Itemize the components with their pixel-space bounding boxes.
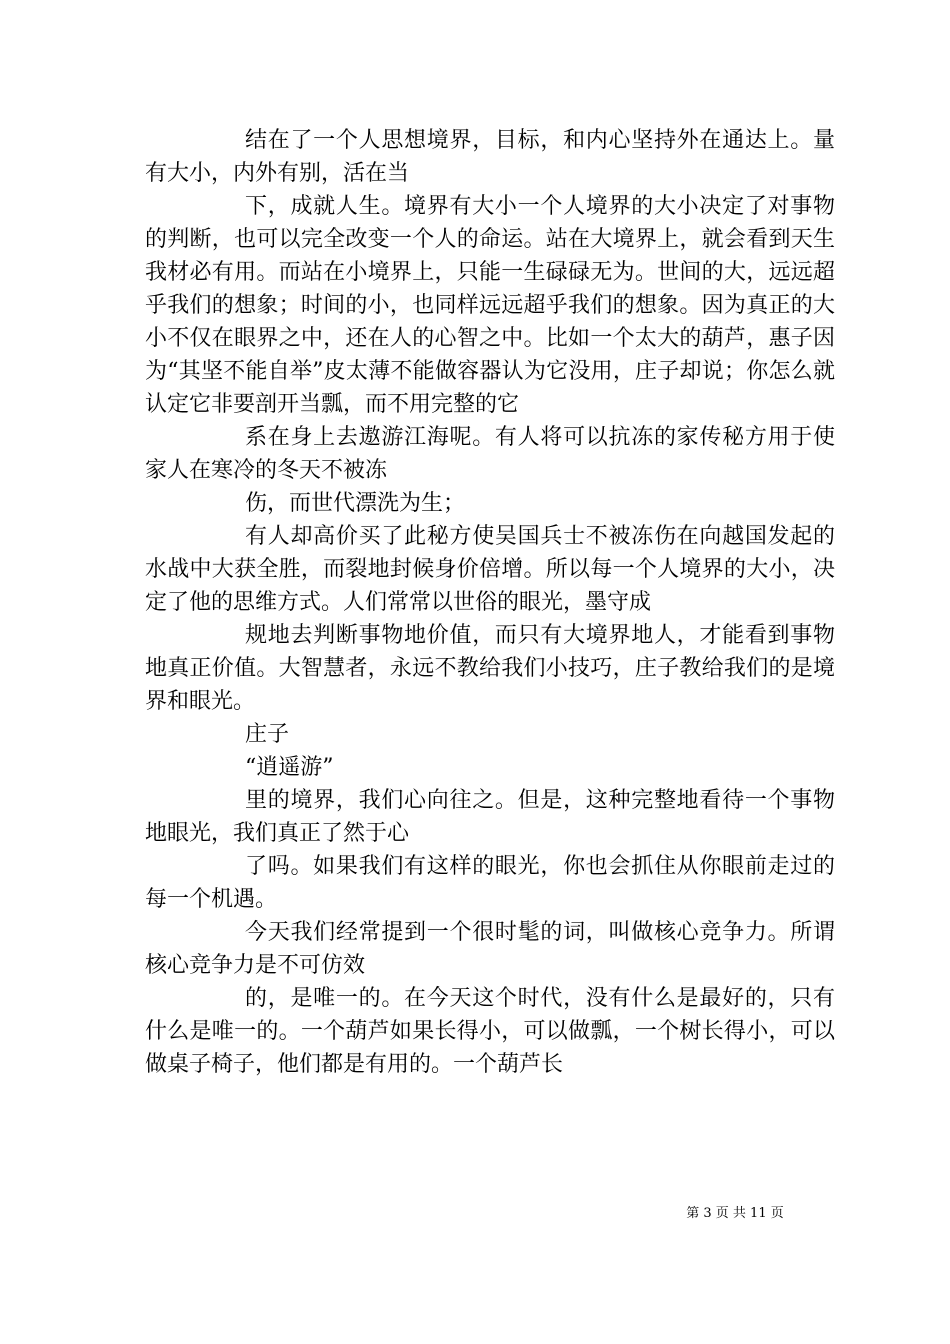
paragraph: 今天我们经常提到一个很时髦的词，叫做核心竞争力。所谓核心竞争力是不可仿效 [145,920,835,978]
paragraph: 有人却高价买了此秘方使吴国兵士不被冻伤在向越国发起的水战中大获全胜，而裂地封候身价倍增。所以每一个人境界的大小，决定了他的思维方式。人们常常以世俗的眼光，墨守成 [145,524,835,615]
paragraph: 了吗。如果我们有这样的眼光，你也会抓住从你眼前走过的每一个机遇。 [145,854,835,912]
paragraph: 规地去判断事物地价值，而只有大境界地人，才能看到事物地真正价值。大智慧者，永远不教给我们小技巧，庄子教给我们的是境界和眼光。 [145,623,835,714]
paragraph: 庄子 [245,722,290,747]
paragraph: 系在身上去遨游江海呢。有人将可以抗冻的家传秘方用于使家人在寒冷的冬天不被冻 [145,425,835,483]
paragraph: 结在了一个人思想境界，目标，和内心坚持外在通达上。量有大小，内外有别，活在当 [145,128,835,186]
page-number-footer: 第 3 页 共 11 页 [686,1206,784,1221]
paragraph: 下，成就人生。境界有大小一个人境界的大小决定了对事物的判断，也可以完全改变一个人的命运。站在大境界上，就会看到天生我材必有用。而站在小境界上，只能一生碌碌无为。世间的大，远远超乎我们的想象；时间的小，也同样远远超乎我们的想象。因为真正的大小不仅在眼界之中，还在人的心智之中。比如一个太大的葫芦，惠子因为“其坚不能自举”皮太薄不能做容器认为它没用，庄子却说；你怎么就认定它非要剖开当瓢，而不用完整的它 [145,194,835,417]
paragraph: 伤，而世代漂洗为生； [245,491,466,516]
paragraph: 的，是唯一的。在今天这个时代，没有什么是最好的，只有什么是唯一的。一个葫芦如果长得小，可以做瓢，一个树长得小，可以做桌子椅子，他们都是有用的。一个葫芦长 [145,986,835,1077]
paragraph: 里的境界，我们心向往之。但是，这种完整地看待一个事物地眼光，我们真正了然于心 [145,788,835,846]
paragraph: “逍遥游” [245,755,334,780]
document-body [145,124,835,1081]
